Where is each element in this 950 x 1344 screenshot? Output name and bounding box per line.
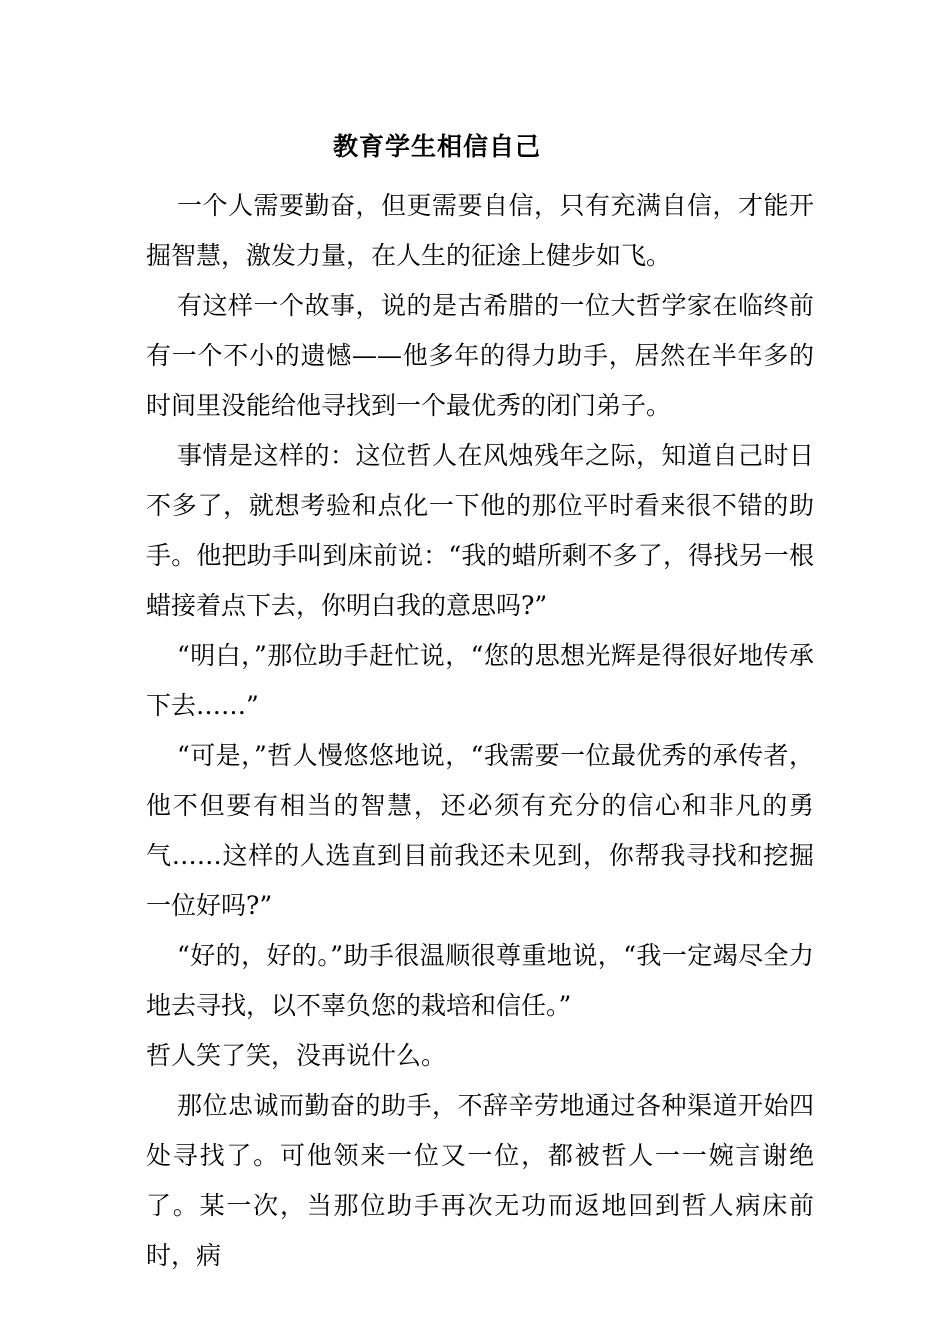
paragraph: 事情是这样的：这位哲人在风烛残年之际，知道自己时日不多了，就想考验和点化一下他的那位平时看来很不错的助手。他把助手叫到床前说：“我的蜡所剩不多了，得找另一根蜡接着点下去，你明白我的意思吗?”: [146, 441, 814, 620]
document-body: [146, 181, 814, 1281]
paragraph: “可是，”哲人慢悠悠地说，“我需要一位最优秀的承传者，他不但要有相当的智慧，还必须有充分的信心和非凡的勇气……这样的人选直到目前我还未见到，你帮我寻找和挖掘一位好吗?”: [146, 741, 814, 920]
paragraph: “明白，”那位助手赶忙说，“您的思想光辉是得很好地传承下去……”: [146, 641, 814, 720]
document-title: 教育学生相信自己: [332, 132, 541, 161]
paragraph: 有这样一个故事，说的是古希腊的一位大哲学家在临终前有一个不小的遗憾——他多年的得力助手，居然在半年多的时间里没能给他寻找到一个最优秀的闭门弟子。: [146, 291, 814, 420]
paragraph: 一个人需要勤奋，但更需要自信，只有充满自信，才能开掘智慧，激发力量，在人生的征途上健步如飞。: [146, 191, 814, 270]
paragraph: 那位忠诚而勤奋的助手，不辞辛劳地通过各种渠道开始四处寻找了。可他领来一位又一位，都被哲人一一婉言谢绝了。某一次，当那位助手再次无功而返地回到哲人病床前时，病: [146, 1091, 814, 1270]
paragraph: 哲人笑了笑，没再说什么。: [146, 1041, 447, 1070]
paragraph: “好的，好的。”助手很温顺很尊重地说，“我一定竭尽全力地去寻找，以不辜负您的栽培和信任。”: [146, 941, 814, 1020]
